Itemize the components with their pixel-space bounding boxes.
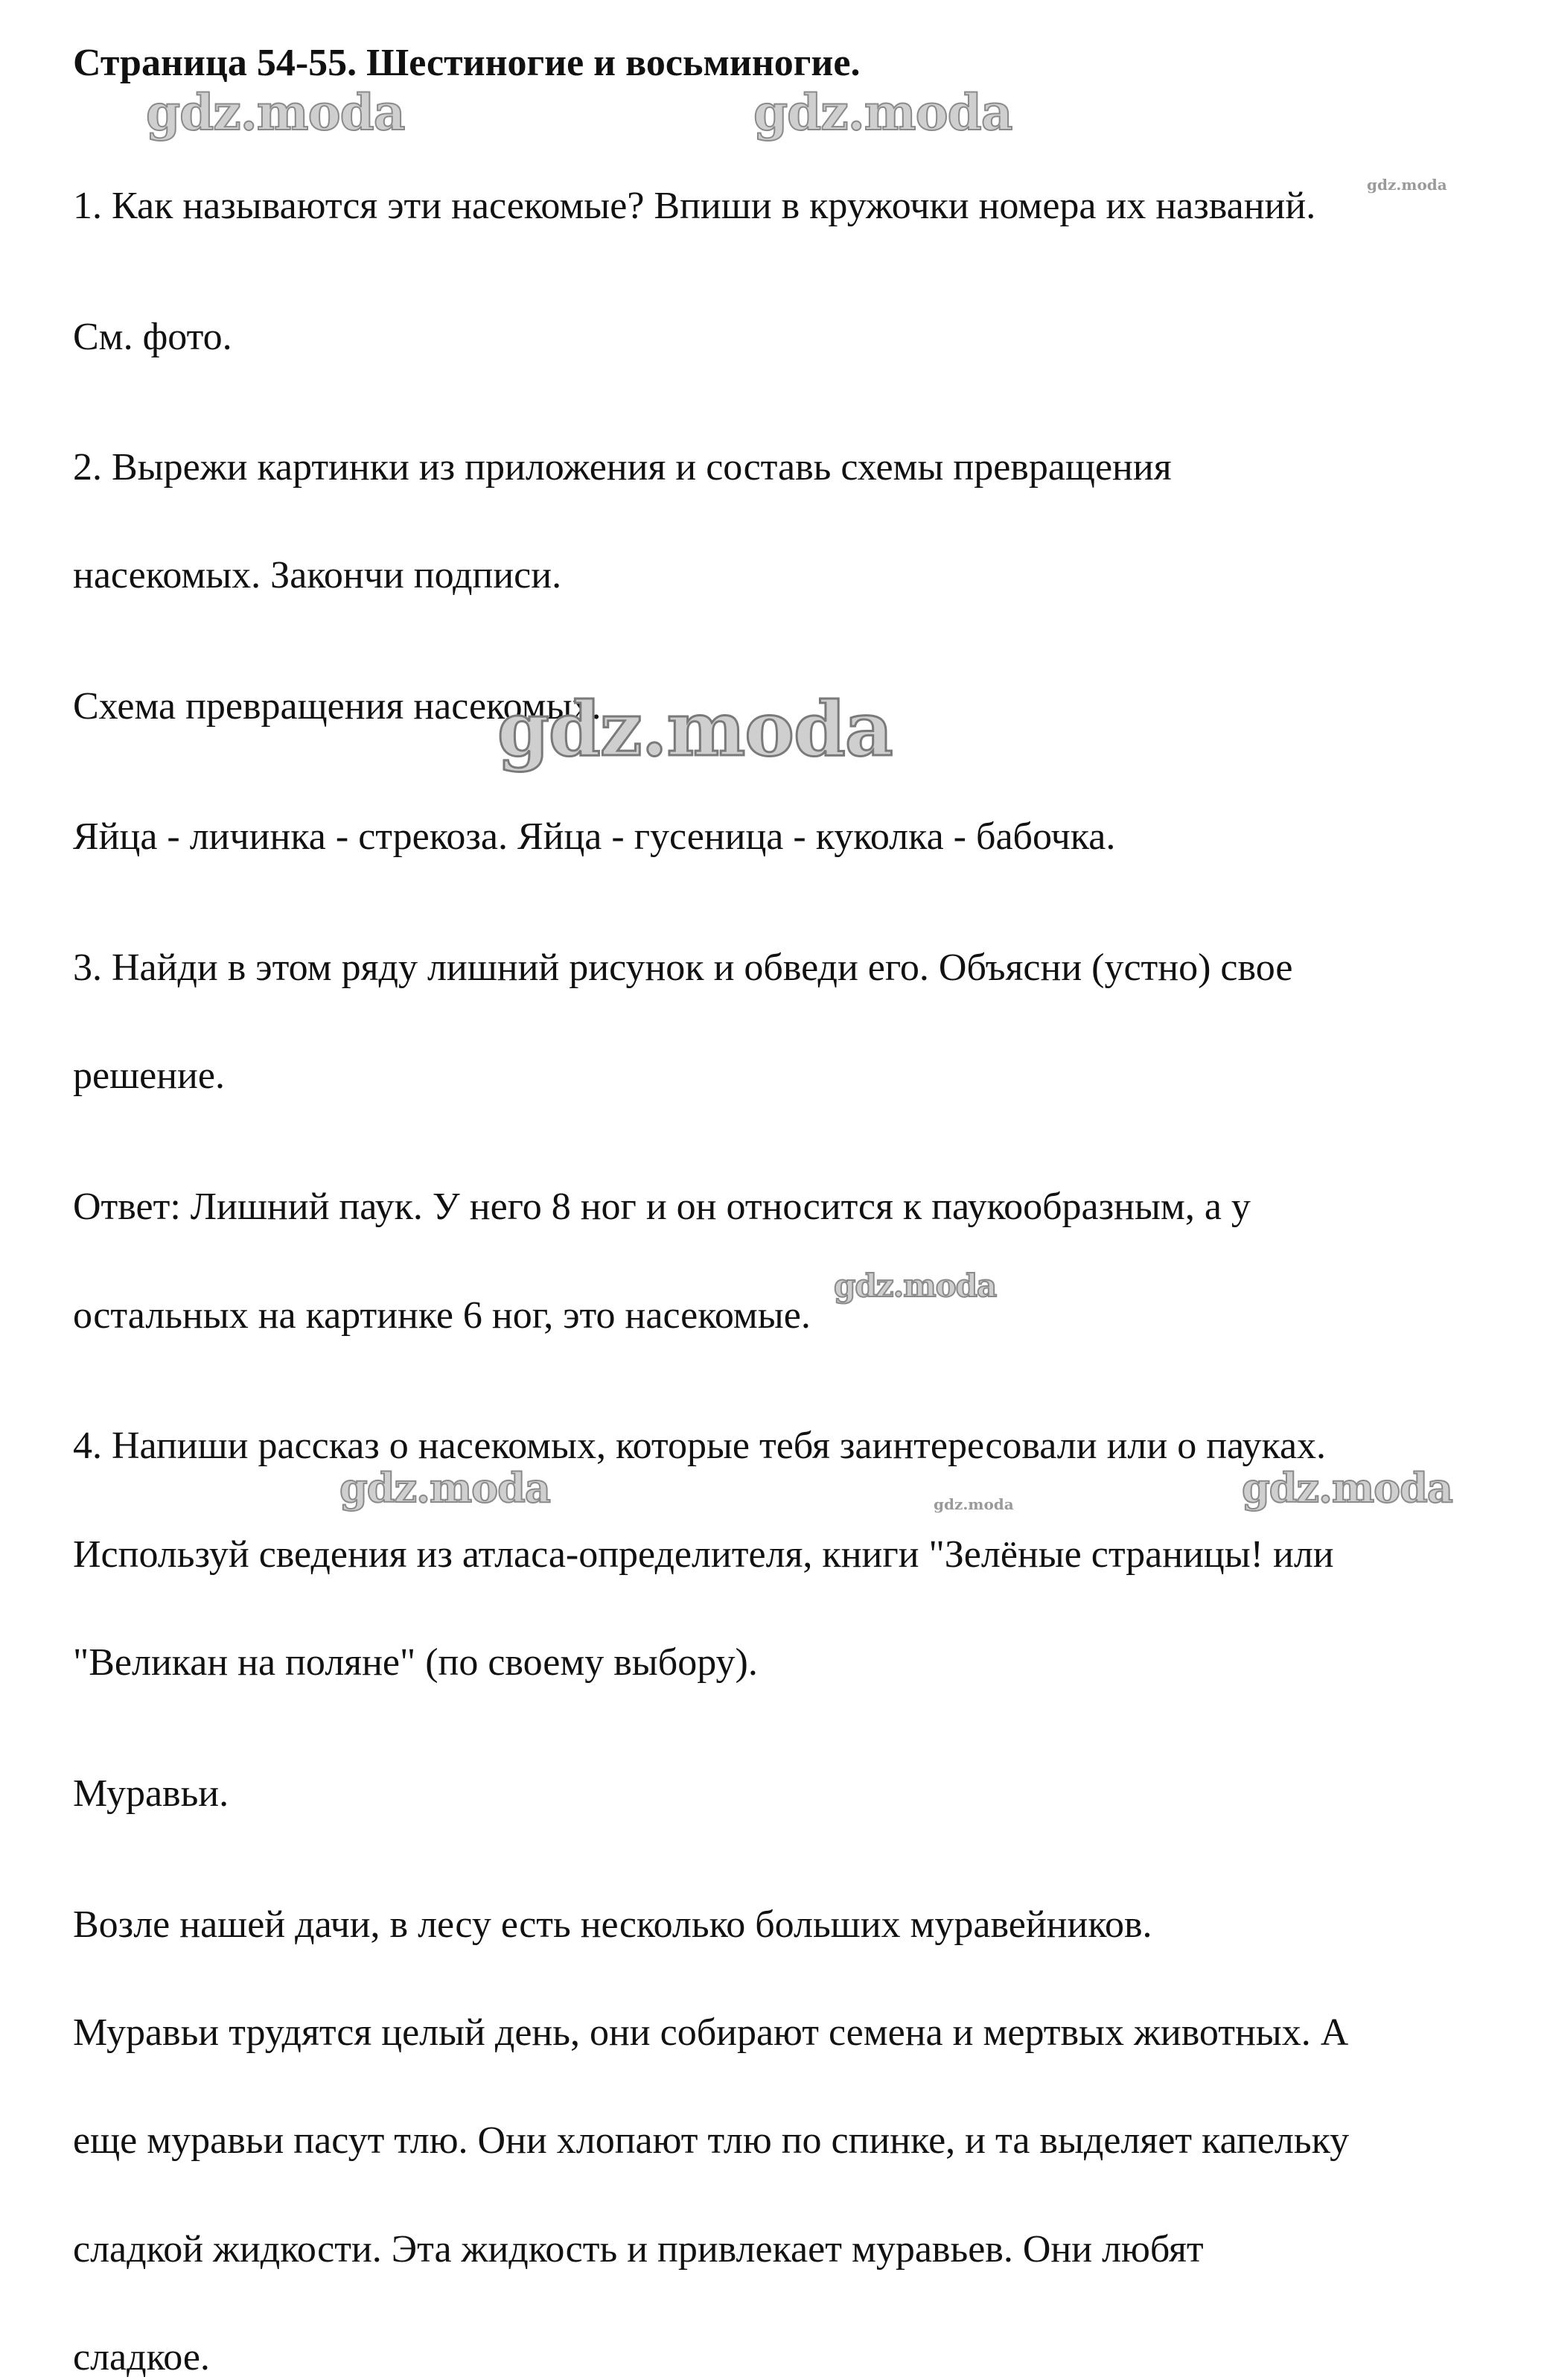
task-3-answer-line-1: Ответ: Лишний паук. У него 8 ног и он относится к паукообразным, а у bbox=[73, 1186, 1251, 1228]
watermark-logo: gdz.moda bbox=[834, 1267, 997, 1304]
watermark-logo: gdz.moda bbox=[753, 83, 1012, 141]
task-3-answer-line-2: остальных на картинке 6 ног, это насекомые. bbox=[73, 1294, 811, 1337]
task-2-scheme-heading: Схема превращения насекомых. bbox=[73, 685, 602, 728]
task-3-question-line-2: решение. bbox=[73, 1054, 225, 1097]
story-line-5: сладкое. bbox=[73, 2336, 210, 2379]
story-line-3: еще муравьи пасут тлю. Они хлопают тлю по спинке, и та выделяет капельку bbox=[73, 2119, 1350, 2162]
page-title: Страница 54-55. Шестиногие и восьминогие. bbox=[73, 42, 861, 84]
watermark-logo: gdz.moda bbox=[339, 1464, 550, 1512]
watermark-logo: gdz.moda bbox=[1242, 1464, 1452, 1512]
watermark-logo: gdz.moda bbox=[146, 83, 405, 141]
watermark-logo: gdz.moda bbox=[934, 1495, 1014, 1513]
watermark-logo: gdz.moda bbox=[497, 685, 893, 773]
story-line-1: Возле нашей дачи, в лесу есть несколько больших муравейников. bbox=[73, 1903, 1152, 1946]
task-4-question-line-1: 4. Напиши рассказ о насекомых, которые тебя заинтересовали или о пауках. bbox=[73, 1425, 1327, 1467]
task-4-question-line-2: Используй сведения из атласа-определителя, книги "Зелёные страницы! или bbox=[73, 1533, 1334, 1576]
watermark-logo: gdz.moda bbox=[1367, 176, 1447, 194]
task-4-question-line-3: "Великан на поляне" (по своему выбору). bbox=[73, 1641, 758, 1684]
task-2-question-line-2: насекомых. Закончи подписи. bbox=[73, 554, 562, 596]
story-line-2: Муравьи трудятся целый день, они собирают семена и мертвых животных. А bbox=[73, 2011, 1349, 2054]
task-2-question-line-1: 2. Вырежи картинки из приложения и составь схемы превращения bbox=[73, 446, 1172, 489]
story-line-4: сладкой жидкости. Эта жидкость и привлекает муравьев. Они любят bbox=[73, 2228, 1204, 2271]
task-1-answer: См. фото. bbox=[73, 316, 232, 358]
story-title: Муравьи. bbox=[73, 1772, 229, 1815]
task-3-question-line-1: 3. Найди в этом ряду лишний рисунок и обведи его. Объясни (устно) свое bbox=[73, 946, 1293, 989]
task-1-question: 1. Как называются эти насекомые? Впиши в кружочки номера их названий. bbox=[73, 185, 1316, 227]
task-2-answer: Яйца - личинка - стрекоза. Яйца - гусеница - куколка - бабочка. bbox=[73, 815, 1116, 858]
